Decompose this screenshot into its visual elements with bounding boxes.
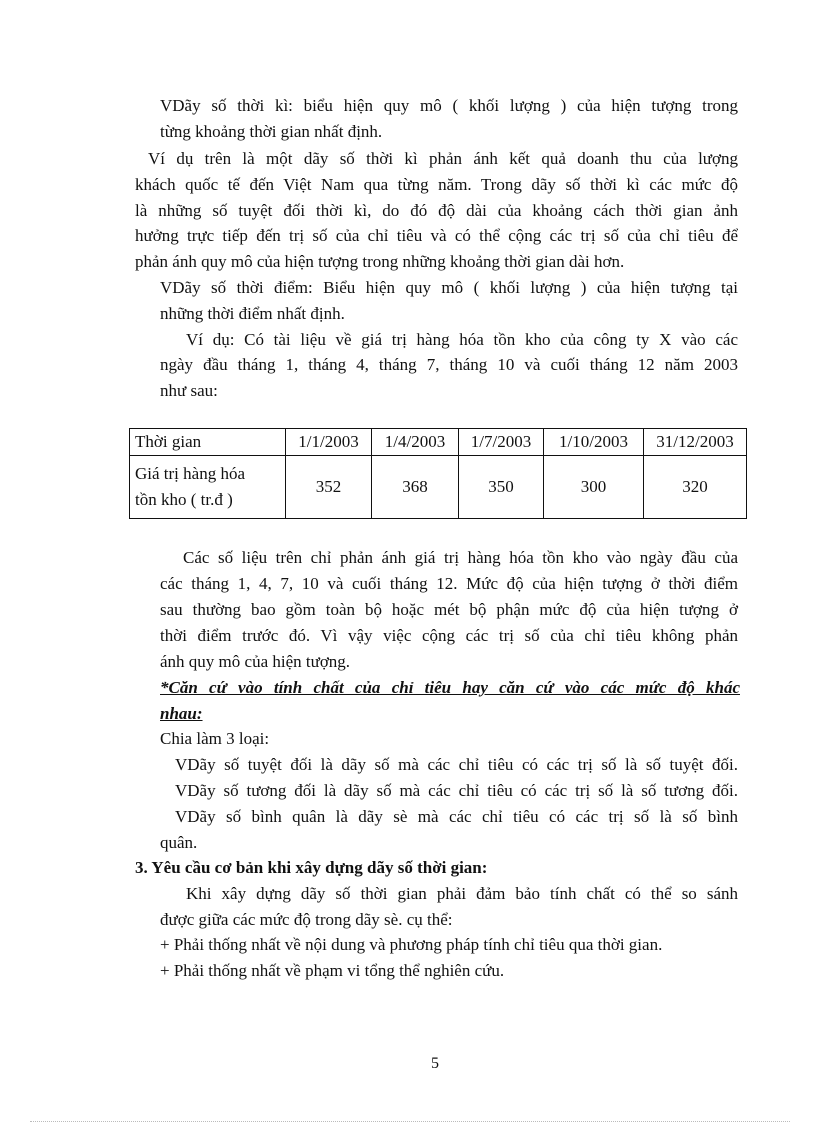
para5-line5: ánh quy mô của hiện tượng. [160, 652, 351, 671]
para4-line1: Ví dụ: Có tài liệu về giá trị hàng hóa tồn kho của công ty X vào các [186, 330, 738, 349]
para1-line2: từng khoảng thời gian nhất định. [160, 122, 383, 141]
value-cell: 352 [286, 456, 372, 519]
para3-line2: những thời điểm nhất định. [160, 304, 345, 323]
para2-line4: hưởng trực tiếp đến trị số của chỉ tiêu và có thể cộng các trị số của chỉ tiêu để [135, 226, 738, 245]
classification-item-absolute: VDãy số tuyệt đối là dãy số mà các chỉ tiêu có các trị số là số tuyệt đối. [175, 755, 738, 774]
section3-paragraph-line1: Khi xây dựng dãy số thời gian phải đảm bảo tính chất có thể so sánh [186, 884, 738, 903]
table-row [130, 456, 747, 519]
para5-line3: sau thường bao gồm toàn bộ hoặc mét bộ phận mức độ của hiện tượng ở [160, 600, 738, 619]
header-cell: 1/7/2003 [459, 429, 544, 456]
value-cell: 320 [644, 456, 747, 519]
para4-line3: như sau: [160, 381, 218, 400]
row-label-line2: tồn kho ( tr.đ ) [135, 490, 233, 509]
para2-line5: phản ánh quy mô của hiện tượng trong những khoảng thời gian dài hơn. [135, 252, 625, 271]
header-cell: 1/4/2003 [372, 429, 459, 456]
value-cell: 300 [544, 456, 644, 519]
section3-requirement-2: + Phải thống nhất về phạm vi tổng thể nghiên cứu. [160, 961, 505, 980]
section3-title: 3. Yêu cầu cơ bản khi xây dựng dãy số thời gian: [135, 858, 488, 877]
para5-line1: Các số liệu trên chỉ phản ánh giá trị hàng hóa tồn kho vào ngày đầu của [183, 548, 738, 567]
para5-line4: thời điểm trước đó. Vì vậy việc cộng các trị số của chỉ tiêu không phản [160, 626, 738, 645]
value-cell: 368 [372, 456, 459, 519]
footer-divider [30, 1121, 790, 1122]
para5-line2: các tháng 1, 4, 7, 10 và cuối tháng 12. Mức độ của hiện tượng ở thời điểm [160, 574, 738, 593]
para1-line1: VDãy số thời kì: biểu hiện quy mô ( khối lượng ) của hiện tượng trong [160, 96, 738, 115]
para2-line1: Ví dụ trên là một dãy số thời kì phản ánh kết quả doanh thu của lượng [148, 149, 738, 168]
row-label-line1: Giá trị hàng hóa [135, 464, 245, 483]
value-cell: 350 [459, 456, 544, 519]
page-number: 5 [431, 1055, 439, 1072]
classification-heading-line1: *Căn cứ vào tính chất của chỉ tiêu hay căn cứ vào các mức độ khác [160, 678, 740, 697]
section3-requirement-1: + Phải thống nhất về nội dung và phương pháp tính chỉ tiêu qua thời gian. [160, 935, 663, 954]
header-cell: 31/12/2003 [644, 429, 747, 456]
para2-line2: khách quốc tế đến Việt Nam qua từng năm. Trong dãy số thời kì các mức độ [135, 175, 738, 194]
section3-paragraph-line2: được giữa các mức độ trong dãy sè. cụ thể: [160, 910, 453, 929]
classification-item-relative: VDãy số tương đối là dãy số mà các chỉ tiêu có các trị số là số tương đối. [175, 781, 738, 800]
inventory-table [129, 428, 747, 519]
header-cell: 1/1/2003 [286, 429, 372, 456]
classification-item-average-line1: VDãy số bình quân là dãy sè mà các chỉ tiêu có các trị số là số bình [175, 807, 738, 826]
classification-heading-line2: nhau: [160, 704, 203, 723]
classification-item-average-line2: quân. [160, 833, 198, 852]
row-label-cell [130, 456, 286, 519]
para3-line1: VDãy số thời điểm: Biểu hiện quy mô ( khối lượng ) của hiện tượng tại [160, 278, 738, 297]
para4-line2: ngày đầu tháng 1, tháng 4, tháng 7, tháng 10 và cuối tháng 12 năm 2003 [160, 355, 738, 374]
para2-line3: là những số tuyệt đối thời kì, do đó độ dài của khoảng cách thời gian ảnh [135, 201, 738, 220]
classification-intro: Chia làm 3 loại: [160, 729, 270, 748]
table-header-row [130, 429, 747, 456]
header-cell: 1/10/2003 [544, 429, 644, 456]
header-cell: Thời gian [130, 429, 286, 456]
